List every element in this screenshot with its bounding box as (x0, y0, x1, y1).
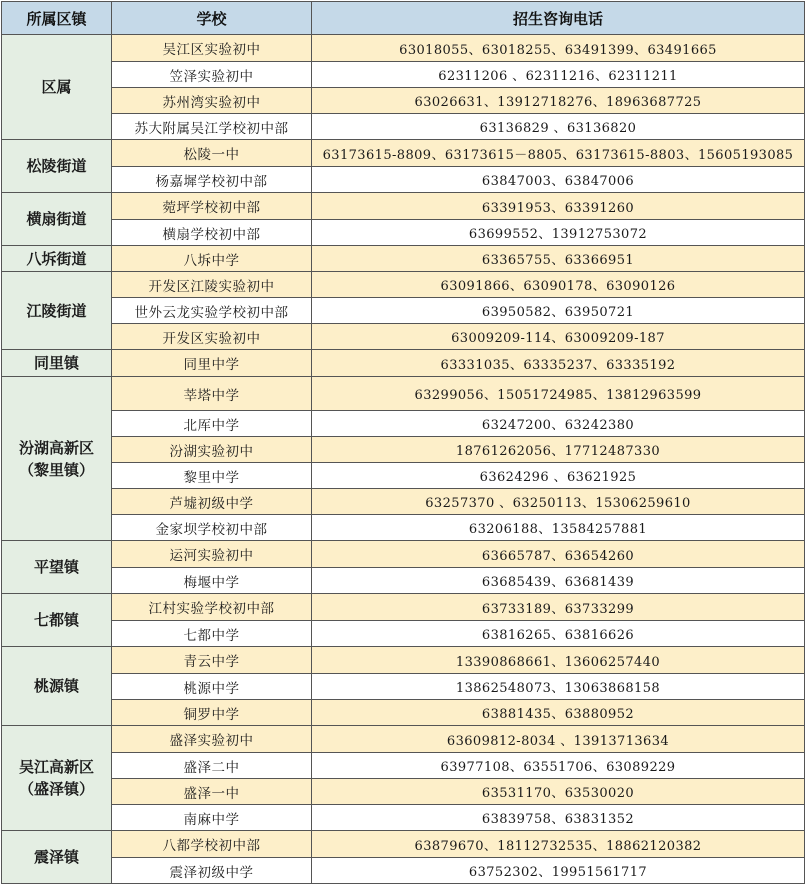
school-name-cell: 江村实验学校初中部 (112, 594, 312, 621)
header-district: 所属区镇 (2, 2, 112, 35)
table-row (2, 324, 805, 350)
phone-cell: 63173615-8809、63173615－8805、63173615-8803、15605193085 (312, 140, 805, 167)
district-label: 七都镇 (33, 611, 79, 629)
district-label: 区属 (41, 78, 72, 96)
phone-cell: 63950582、63950721 (312, 298, 805, 324)
table-row (2, 463, 805, 489)
district-label: 江陵街道 (26, 301, 87, 320)
phone-cell: 63365755、63366951 (312, 246, 805, 272)
phone-cell: 63816265、63816626 (312, 621, 805, 647)
school-name-cell: 八坼中学 (112, 246, 312, 272)
district-cell (2, 541, 112, 594)
phone-cell: 63752302、19951561717 (312, 858, 805, 884)
district-cell (2, 350, 112, 377)
district-cell (2, 35, 112, 140)
table-row (2, 831, 805, 858)
district-cell (2, 726, 112, 831)
table-row (2, 167, 805, 193)
district-cell (2, 246, 112, 272)
school-name-cell: 世外云龙实验学校初中部 (112, 298, 312, 324)
district-label: 桃源镇 (33, 677, 79, 695)
school-name-cell: 同里中学 (112, 350, 312, 377)
phone-cell: 63839758、63831352 (312, 805, 805, 831)
phone-cell: 63879670、18112732535、18862120382 (312, 831, 805, 858)
school-name-cell: 芦墟初级中学 (112, 489, 312, 515)
phone-cell: 63665787、63654260 (312, 541, 805, 568)
table-row (2, 220, 805, 246)
phone-cell: 63609812-8034 、13913713634 (312, 726, 805, 753)
school-name-cell: 七都中学 (112, 621, 312, 647)
table-row (2, 489, 805, 515)
school-name-cell: 南麻中学 (112, 805, 312, 831)
phone-cell: 63391953、63391260 (312, 193, 805, 220)
district-cell (2, 272, 112, 350)
phone-cell: 13862548073、13063868158 (312, 674, 805, 700)
school-name-cell: 运河实验初中 (112, 541, 312, 568)
phone-cell: 18761262056、17712487330 (312, 437, 805, 463)
table-row (2, 568, 805, 594)
table-row (2, 246, 805, 272)
district-label: 吴江高新区 (18, 758, 94, 776)
phone-cell: 63206188、13584257881 (312, 515, 805, 541)
school-name-cell: 盛泽二中 (112, 753, 312, 779)
district-label: （黎里镇） (18, 460, 94, 479)
phone-cell: 63026631、13912718276、18963687725 (312, 88, 805, 114)
school-name-cell: 八都学校初中部 (112, 831, 312, 858)
table-row (2, 700, 805, 726)
school-name-cell: 青云中学 (112, 647, 312, 674)
admissions-phone-table (1, 1, 805, 884)
phone-cell: 63977108、63551706、63089229 (312, 753, 805, 779)
table-header (2, 2, 805, 35)
phone-cell: 63531170、63530020 (312, 779, 805, 805)
phone-cell: 63733189、63733299 (312, 594, 805, 621)
school-name-cell: 笠泽实验初中 (112, 62, 312, 88)
school-name-cell: 金家坝学校初中部 (112, 515, 312, 541)
school-name-cell: 黎里中学 (112, 463, 312, 489)
school-name-cell: 开发区江陵实验初中 (112, 272, 312, 298)
table-row (2, 674, 805, 700)
table-row (2, 411, 805, 437)
phone-cell: 62311206 、62311216、62311211 (312, 62, 805, 88)
phone-cell: 63881435、63880952 (312, 700, 805, 726)
school-name-cell: 苏大附属吴江学校初中部 (112, 114, 312, 140)
phone-cell: 63299056、15051724985、13812963599 (312, 377, 805, 411)
table-row (2, 272, 805, 298)
school-name-cell: 桃源中学 (112, 674, 312, 700)
table-row (2, 114, 805, 140)
school-name-cell: 松陵一中 (112, 140, 312, 167)
phone-cell: 63331035、63335237、63335192 (312, 350, 805, 377)
school-name-cell: 开发区实验初中 (112, 324, 312, 350)
phone-cell: 63009209-114、63009209-187 (312, 324, 805, 350)
header-school: 学校 (112, 2, 312, 35)
table-row (2, 805, 805, 831)
district-label: 同里镇 (33, 354, 79, 372)
table-row (2, 726, 805, 753)
table-row (2, 437, 805, 463)
phone-cell: 63091866、63090178、63090126 (312, 272, 805, 298)
district-cell (2, 140, 112, 193)
school-name-cell: 杨嘉墀学校初中部 (112, 167, 312, 193)
school-name-cell: 莘塔中学 (112, 377, 312, 411)
district-label: 八坼街道 (26, 249, 87, 268)
phone-cell: 13390868661、13606257440 (312, 647, 805, 674)
school-name-cell: 吴江区实验初中 (112, 35, 312, 62)
school-name-cell: 菀坪学校初中部 (112, 193, 312, 220)
table-row (2, 621, 805, 647)
school-name-cell: 盛泽一中 (112, 779, 312, 805)
district-cell (2, 377, 112, 541)
school-name-cell: 震泽初级中学 (112, 858, 312, 884)
phone-cell: 63685439、63681439 (312, 568, 805, 594)
phone-cell: 63699552、13912753072 (312, 220, 805, 246)
district-cell (2, 831, 112, 884)
phone-cell: 63018055、63018255、63491399、63491665 (312, 35, 805, 62)
table-row (2, 541, 805, 568)
school-name-cell: 盛泽实验初中 (112, 726, 312, 753)
school-name-cell: 铜罗中学 (112, 700, 312, 726)
table-row (2, 779, 805, 805)
district-label: 震泽镇 (33, 848, 79, 866)
table-row (2, 377, 805, 411)
table-row (2, 88, 805, 114)
table-row (2, 140, 805, 167)
district-cell (2, 193, 112, 246)
district-cell (2, 594, 112, 647)
district-label: 平望镇 (33, 558, 79, 576)
district-cell (2, 647, 112, 726)
table-row (2, 350, 805, 377)
phone-cell: 63624296 、63621925 (312, 463, 805, 489)
table-row (2, 35, 805, 62)
phone-cell: 63847003、63847006 (312, 167, 805, 193)
table-row (2, 298, 805, 324)
phone-cell: 63247200、63242380 (312, 411, 805, 437)
district-label: 松陵街道 (26, 157, 87, 175)
phone-cell: 63257370 、63250113、15306259610 (312, 489, 805, 515)
district-label: （盛泽镇） (18, 780, 94, 798)
table-body (2, 35, 805, 884)
school-name-cell: 北厍中学 (112, 411, 312, 437)
table-row (2, 858, 805, 884)
table-row (2, 594, 805, 621)
header-row (2, 2, 805, 35)
table-row (2, 62, 805, 88)
table-row (2, 647, 805, 674)
school-name-cell: 苏州湾实验初中 (112, 88, 312, 114)
district-label: 横扇街道 (26, 210, 87, 228)
phone-cell: 63136829 、63136820 (312, 114, 805, 140)
school-name-cell: 横扇学校初中部 (112, 220, 312, 246)
table-row (2, 193, 805, 220)
table-row (2, 515, 805, 541)
header-phone: 招生咨询电话 (312, 2, 805, 35)
district-label: 汾湖高新区 (18, 438, 94, 457)
school-name-cell: 梅堰中学 (112, 568, 312, 594)
table-row (2, 753, 805, 779)
school-name-cell: 汾湖实验初中 (112, 437, 312, 463)
